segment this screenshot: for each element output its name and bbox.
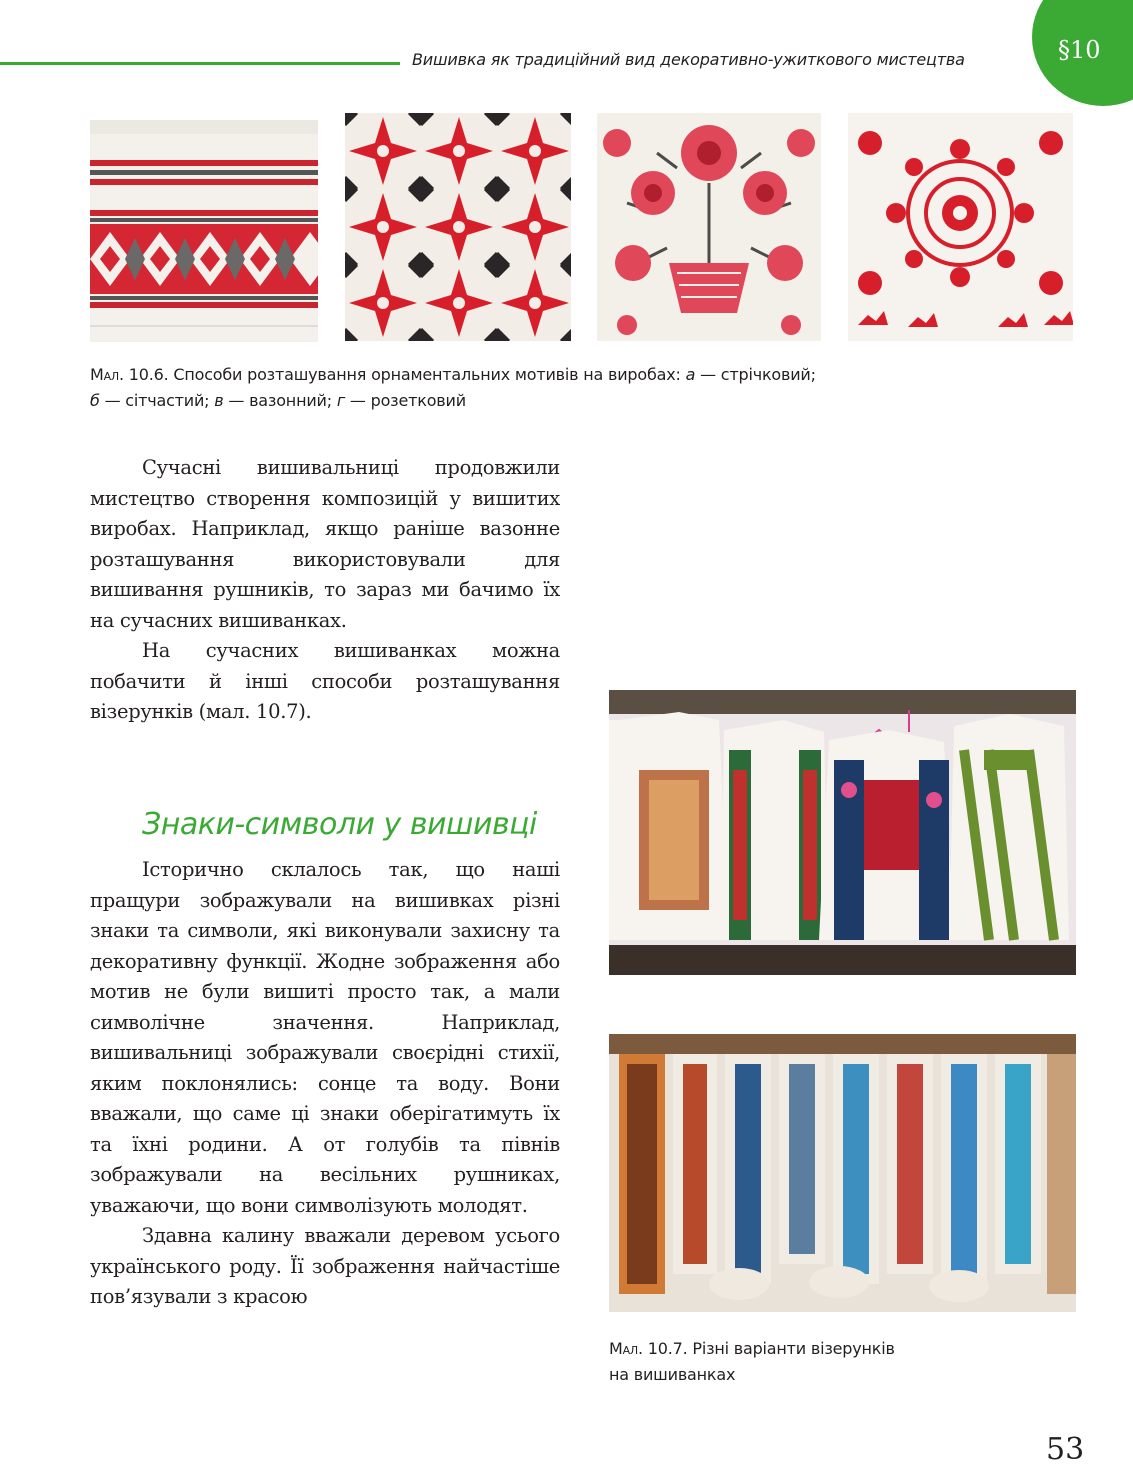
page-number: 53 (1046, 1432, 1085, 1467)
caption-text: Способи розташування орнаментальних мотивів на виробах: (173, 365, 681, 384)
body-text-block-2 (90, 855, 560, 1313)
caption-lead: Мал. 10.6. (90, 365, 169, 384)
caption-text-v: — вазонний; (228, 391, 332, 410)
embroidered-shirts-photo (609, 690, 1076, 975)
caption-text-b: — сітчастий; (104, 391, 210, 410)
body-text-block-1 (90, 453, 560, 728)
caption-text-g: — розетковий (349, 391, 466, 410)
mesh-pattern-image (345, 113, 571, 341)
paragraph-1: Сучасні вишивальниці продовжили мистецтво створення композицій у вишитих виробах. Наприклад, якщо раніше вазонне розташування використовували для вишивання рушників, то зараз ми бачимо їх на сучасних вишиванках. (90, 456, 560, 632)
rosette-pattern-image (848, 113, 1073, 341)
paragraph-3: Історично склалось так, що наші пращури зображували на вишивках різні знаки та символи, які виконували захисну та декоративну функції. Жодне зображення або мотив не були вишиті просто так, а мали символічне значення. Наприклад, вишивальниці зображували своєрідні стихії, яким поклонялись: сонце та воду. Вони вважали, що саме ці знаки оберігатимуть їх та їхні родини. А от голубів та півнів зображували на весільних рушниках, уважаючи, що вони символізують молодят. (90, 858, 560, 1217)
figure-10-7-caption (609, 1336, 1029, 1388)
caption-label-g: г (336, 391, 346, 410)
embroidered-sleeves-photo (609, 1034, 1076, 1312)
running-title: Вишивка як традиційний вид декоративно-ужиткового мистецтва (412, 50, 965, 69)
vase-pattern-image (597, 113, 821, 341)
caption-label-v: в (214, 391, 224, 410)
section-number: §10 (1058, 36, 1101, 64)
paragraph-4: Здавна калину вважали деревом усього українського роду. Її зображення найчастіше пов’язували з красою (90, 1224, 560, 1308)
caption-line-1: Різні варіанти візерунків (692, 1339, 895, 1358)
ribbon-pattern-image (90, 120, 318, 342)
section-heading: Знаки-символи у вишивці (142, 807, 537, 842)
header-rule (0, 62, 400, 65)
figure-10-6-caption (90, 362, 1050, 414)
caption-line-2: на вишиванках (609, 1365, 736, 1384)
paragraph-2: На сучасних вишиванках можна побачити й інші способи розташування візерунків (мал. 10.7). (90, 639, 560, 723)
caption-lead-10-7: Мал. 10.7. (609, 1339, 688, 1358)
caption-text-a: — стрічковий; (700, 365, 816, 384)
caption-label-a: а (685, 365, 696, 384)
caption-label-b: б (90, 391, 100, 410)
